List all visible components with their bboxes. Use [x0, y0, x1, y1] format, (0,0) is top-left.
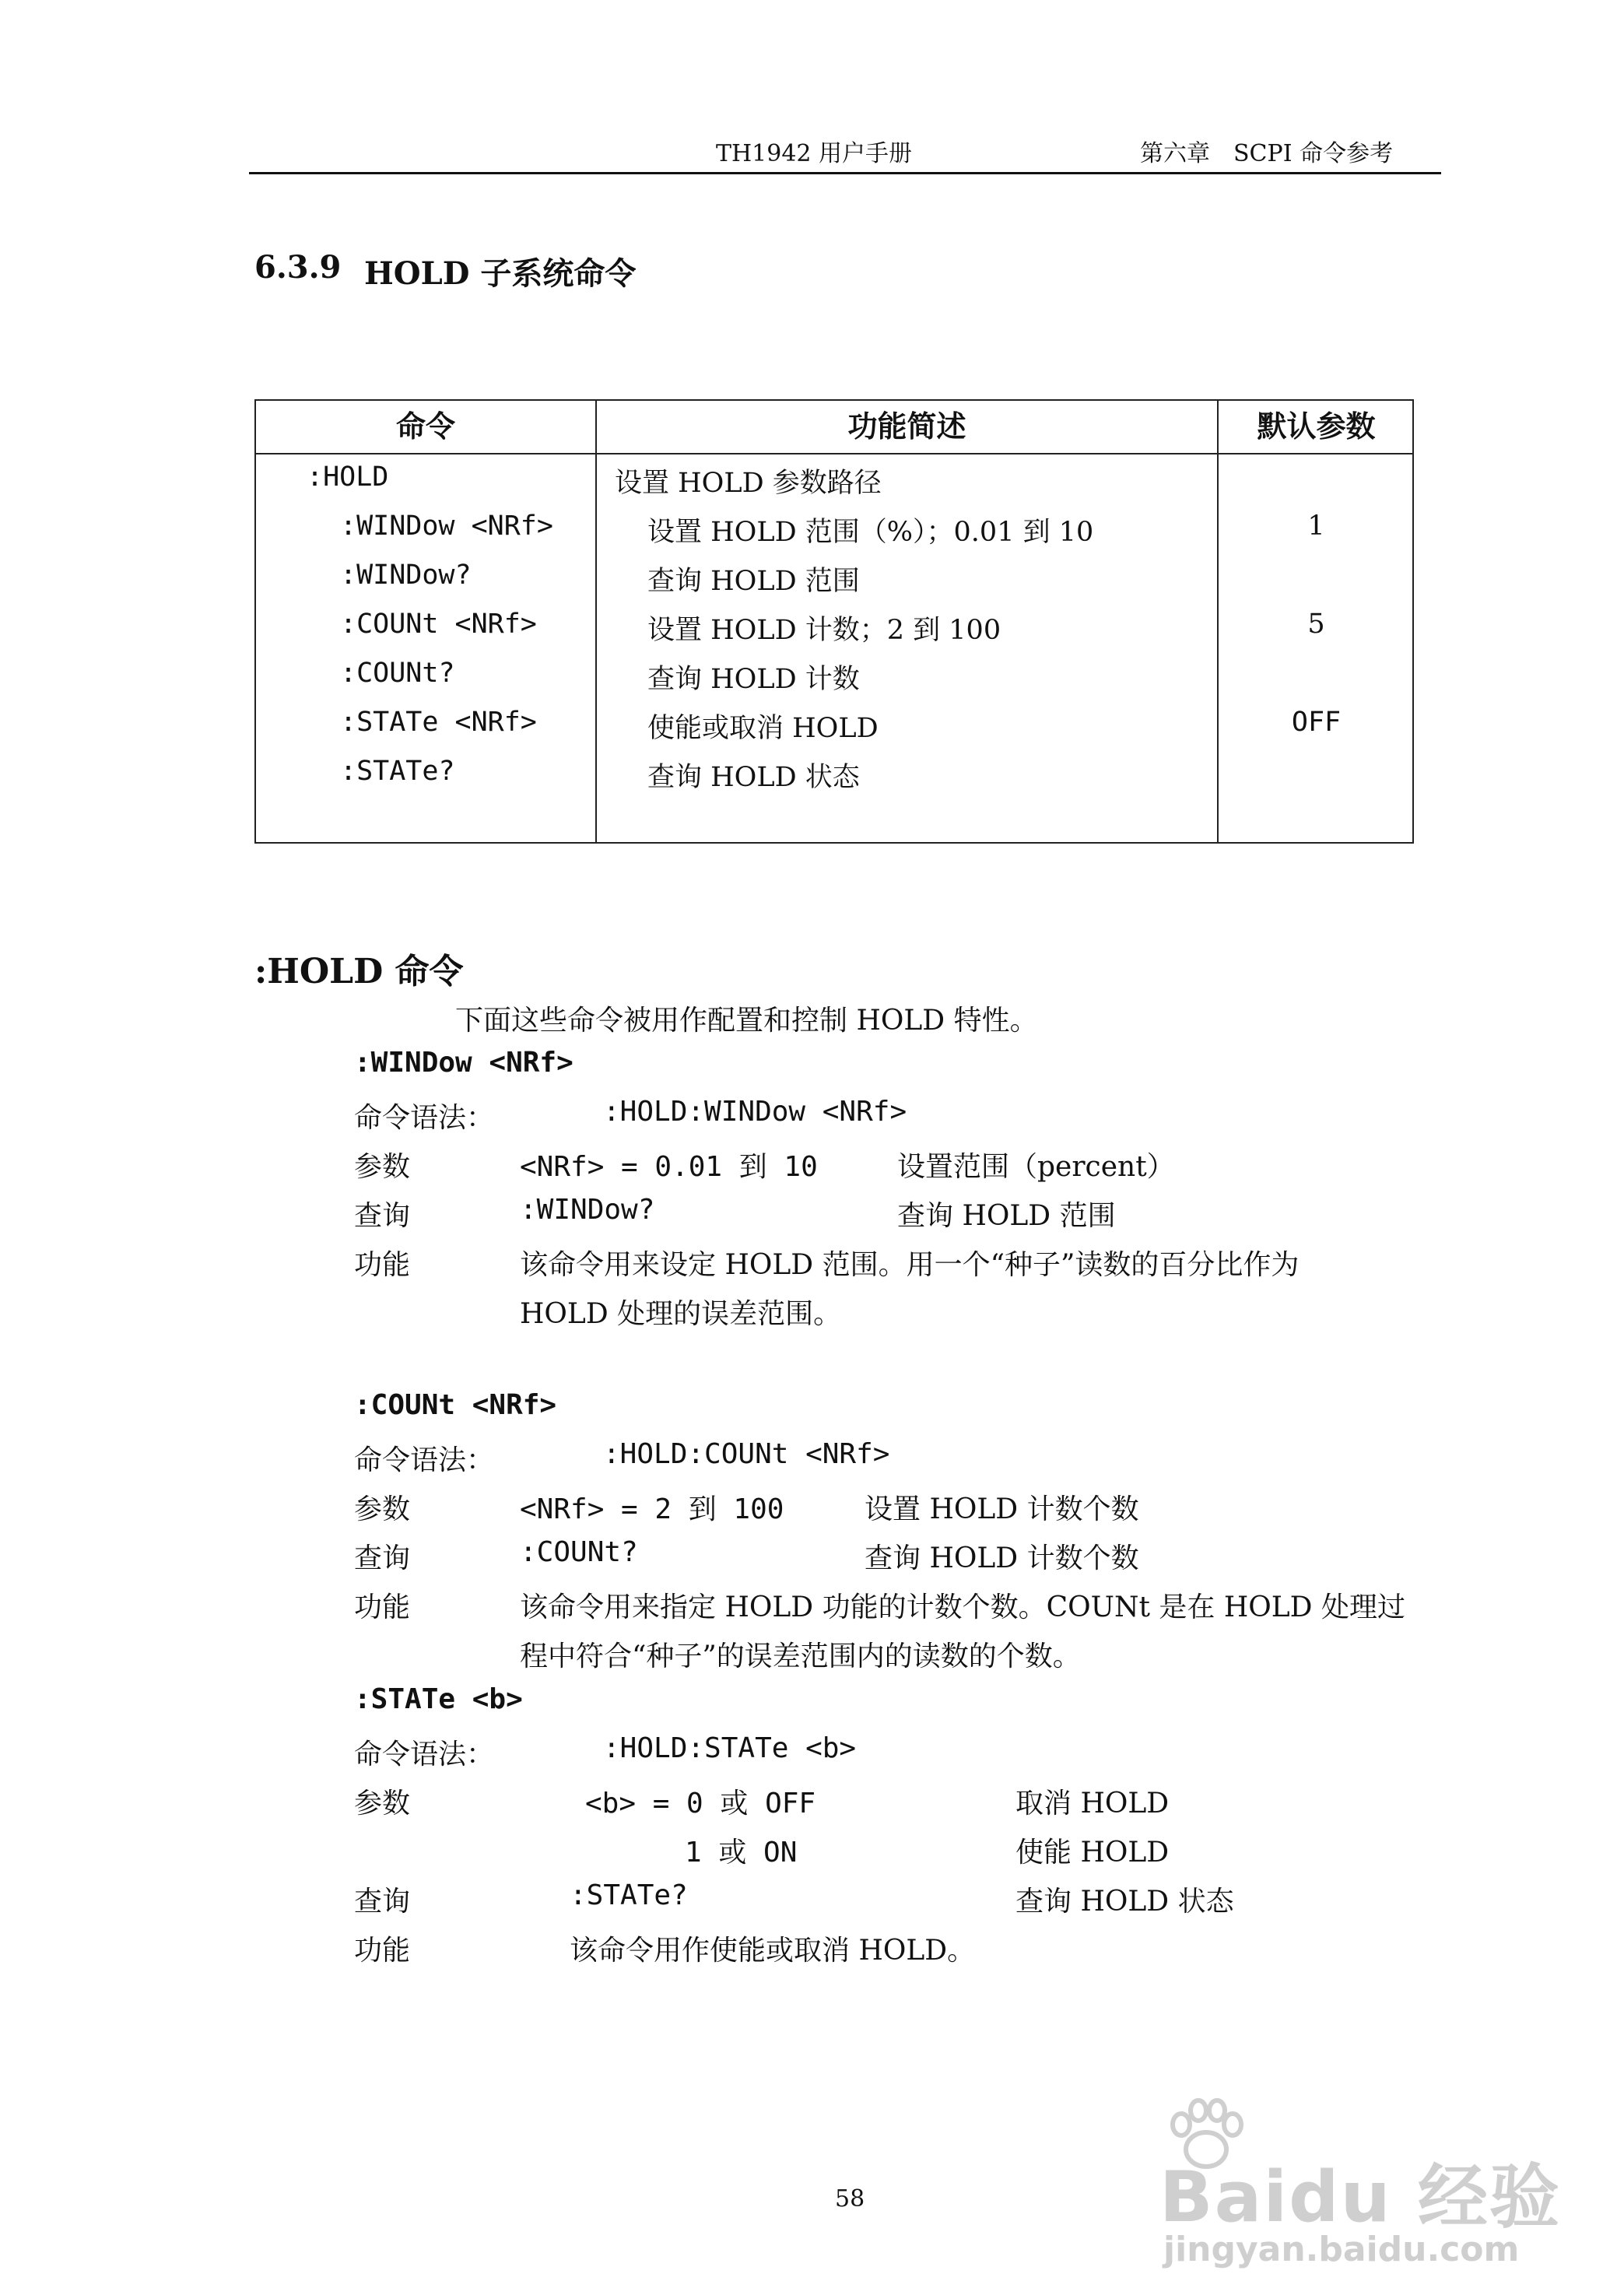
table-row-command: :WINDow? [340, 560, 472, 591]
count-func-line2: 程中符合“种子”的误差范围内的读数的个数。 [520, 1641, 1081, 1672]
window-param-desc: 设置范围（percent） [897, 1151, 1175, 1183]
window-syntax: :HOLD:WINDow <NRf> [603, 1096, 907, 1128]
section-title: HOLD 子系统命令 [364, 255, 637, 292]
state-syntax: :HOLD:STATe <b> [603, 1732, 857, 1764]
count-title: :COUNt <NRf> [354, 1389, 557, 1421]
watermark-logo-text: Baidu 经验 [1159, 2156, 1562, 2238]
count-query-desc: 查询 HOLD 计数个数 [865, 1542, 1139, 1574]
state-func-label: 功能 [354, 1935, 411, 1967]
state-func: 该命令用作使能或取消 HOLD。 [570, 1935, 976, 1967]
window-param-label: 参数 [354, 1151, 411, 1183]
table-row-command: :COUNt <NRf> [340, 609, 537, 640]
window-func-line1: 该命令用来设定 HOLD 范围。用一个“种子”读数的百分比作为 [520, 1249, 1300, 1281]
count-syntax: :HOLD:COUNt <NRf> [603, 1438, 890, 1470]
count-syntax-label: 命令语法： [354, 1444, 495, 1476]
count-query-label: 查询 [354, 1542, 411, 1574]
count-func-line1: 该命令用来指定 HOLD 功能的计数个数。COUNt 是在 HOLD 处理过 [520, 1591, 1405, 1623]
header-chapter: 第六章 SCPI 命令参考 [1140, 140, 1394, 167]
state-param-on: 1 或 ON [685, 1837, 798, 1869]
hold-heading: :HOLD 命令 [254, 952, 464, 991]
state-param-on-desc: 使能 HOLD [1015, 1837, 1170, 1869]
window-syntax-label: 命令语法： [354, 1102, 495, 1134]
state-title: :STATe <b> [354, 1683, 523, 1715]
count-func-label: 功能 [354, 1591, 411, 1623]
count-param-label: 参数 [354, 1493, 411, 1525]
window-param: <NRf> = 0.01 到 10 [520, 1151, 818, 1183]
table-row-command: :COUNt? [340, 658, 455, 689]
count-query: :COUNt? [520, 1536, 638, 1568]
state-query-desc: 查询 HOLD 状态 [1015, 1886, 1234, 1918]
count-param-desc: 设置 HOLD 计数个数 [865, 1493, 1139, 1525]
table-row-description: 查询 HOLD 范围 [647, 566, 860, 597]
window-title: :WINDow <NRf> [354, 1047, 573, 1079]
table-row-description: 设置 HOLD 范围（%）；0.01 到 10 [647, 517, 1094, 548]
window-func-line2: HOLD 处理的误差范围。 [520, 1298, 842, 1330]
table-row-command: :STATe <NRf> [340, 707, 537, 738]
table-row-command: :STATe? [340, 756, 455, 787]
table-row-command: :HOLD [307, 461, 389, 493]
hold-intro: 下面这些命令被用作配置和控制 HOLD 特性。 [455, 1005, 1038, 1037]
table-header-default: 默认参数 [1257, 409, 1376, 444]
table-header-command: 命令 [395, 409, 455, 444]
window-func-label: 功能 [354, 1249, 411, 1281]
header-manual-title: TH1942 用户手册 [716, 140, 913, 167]
table-row-description: 使能或取消 HOLD [647, 713, 879, 744]
table-row-description: 设置 HOLD 计数；2 到 100 [647, 615, 1001, 646]
state-param-off-desc: 取消 HOLD [1015, 1788, 1170, 1820]
table-row-default: 5 [1307, 609, 1325, 640]
state-query: :STATe? [570, 1879, 688, 1911]
table-header-rule [256, 453, 1412, 454]
command-table [254, 399, 1414, 844]
state-query-label: 查询 [354, 1886, 411, 1918]
window-query-label: 查询 [354, 1200, 411, 1232]
table-row-default: 1 [1307, 511, 1325, 542]
state-param-label: 参数 [354, 1788, 411, 1820]
section-number: 6.3.9 [254, 249, 342, 286]
table-row-description: 查询 HOLD 状态 [647, 762, 860, 793]
count-param: <NRf> = 2 到 100 [520, 1493, 784, 1525]
table-row-description: 设置 HOLD 参数路径 [615, 468, 882, 499]
table-row-command: :WINDow <NRf> [340, 511, 553, 542]
table-row-default: OFF [1291, 707, 1342, 738]
header-rule [249, 172, 1441, 174]
table-row-description: 查询 HOLD 计数 [647, 664, 860, 695]
window-query: :WINDow? [520, 1194, 655, 1226]
state-param-off: <b> = 0 或 OFF [585, 1788, 816, 1820]
table-header-description: 功能简述 [847, 409, 966, 444]
watermark-url: jingyan.baidu.com [1163, 2230, 1520, 2269]
window-query-desc: 查询 HOLD 范围 [897, 1200, 1116, 1232]
state-syntax-label: 命令语法： [354, 1739, 495, 1770]
page-number: 58 [835, 2185, 865, 2213]
table-divider [595, 401, 597, 842]
